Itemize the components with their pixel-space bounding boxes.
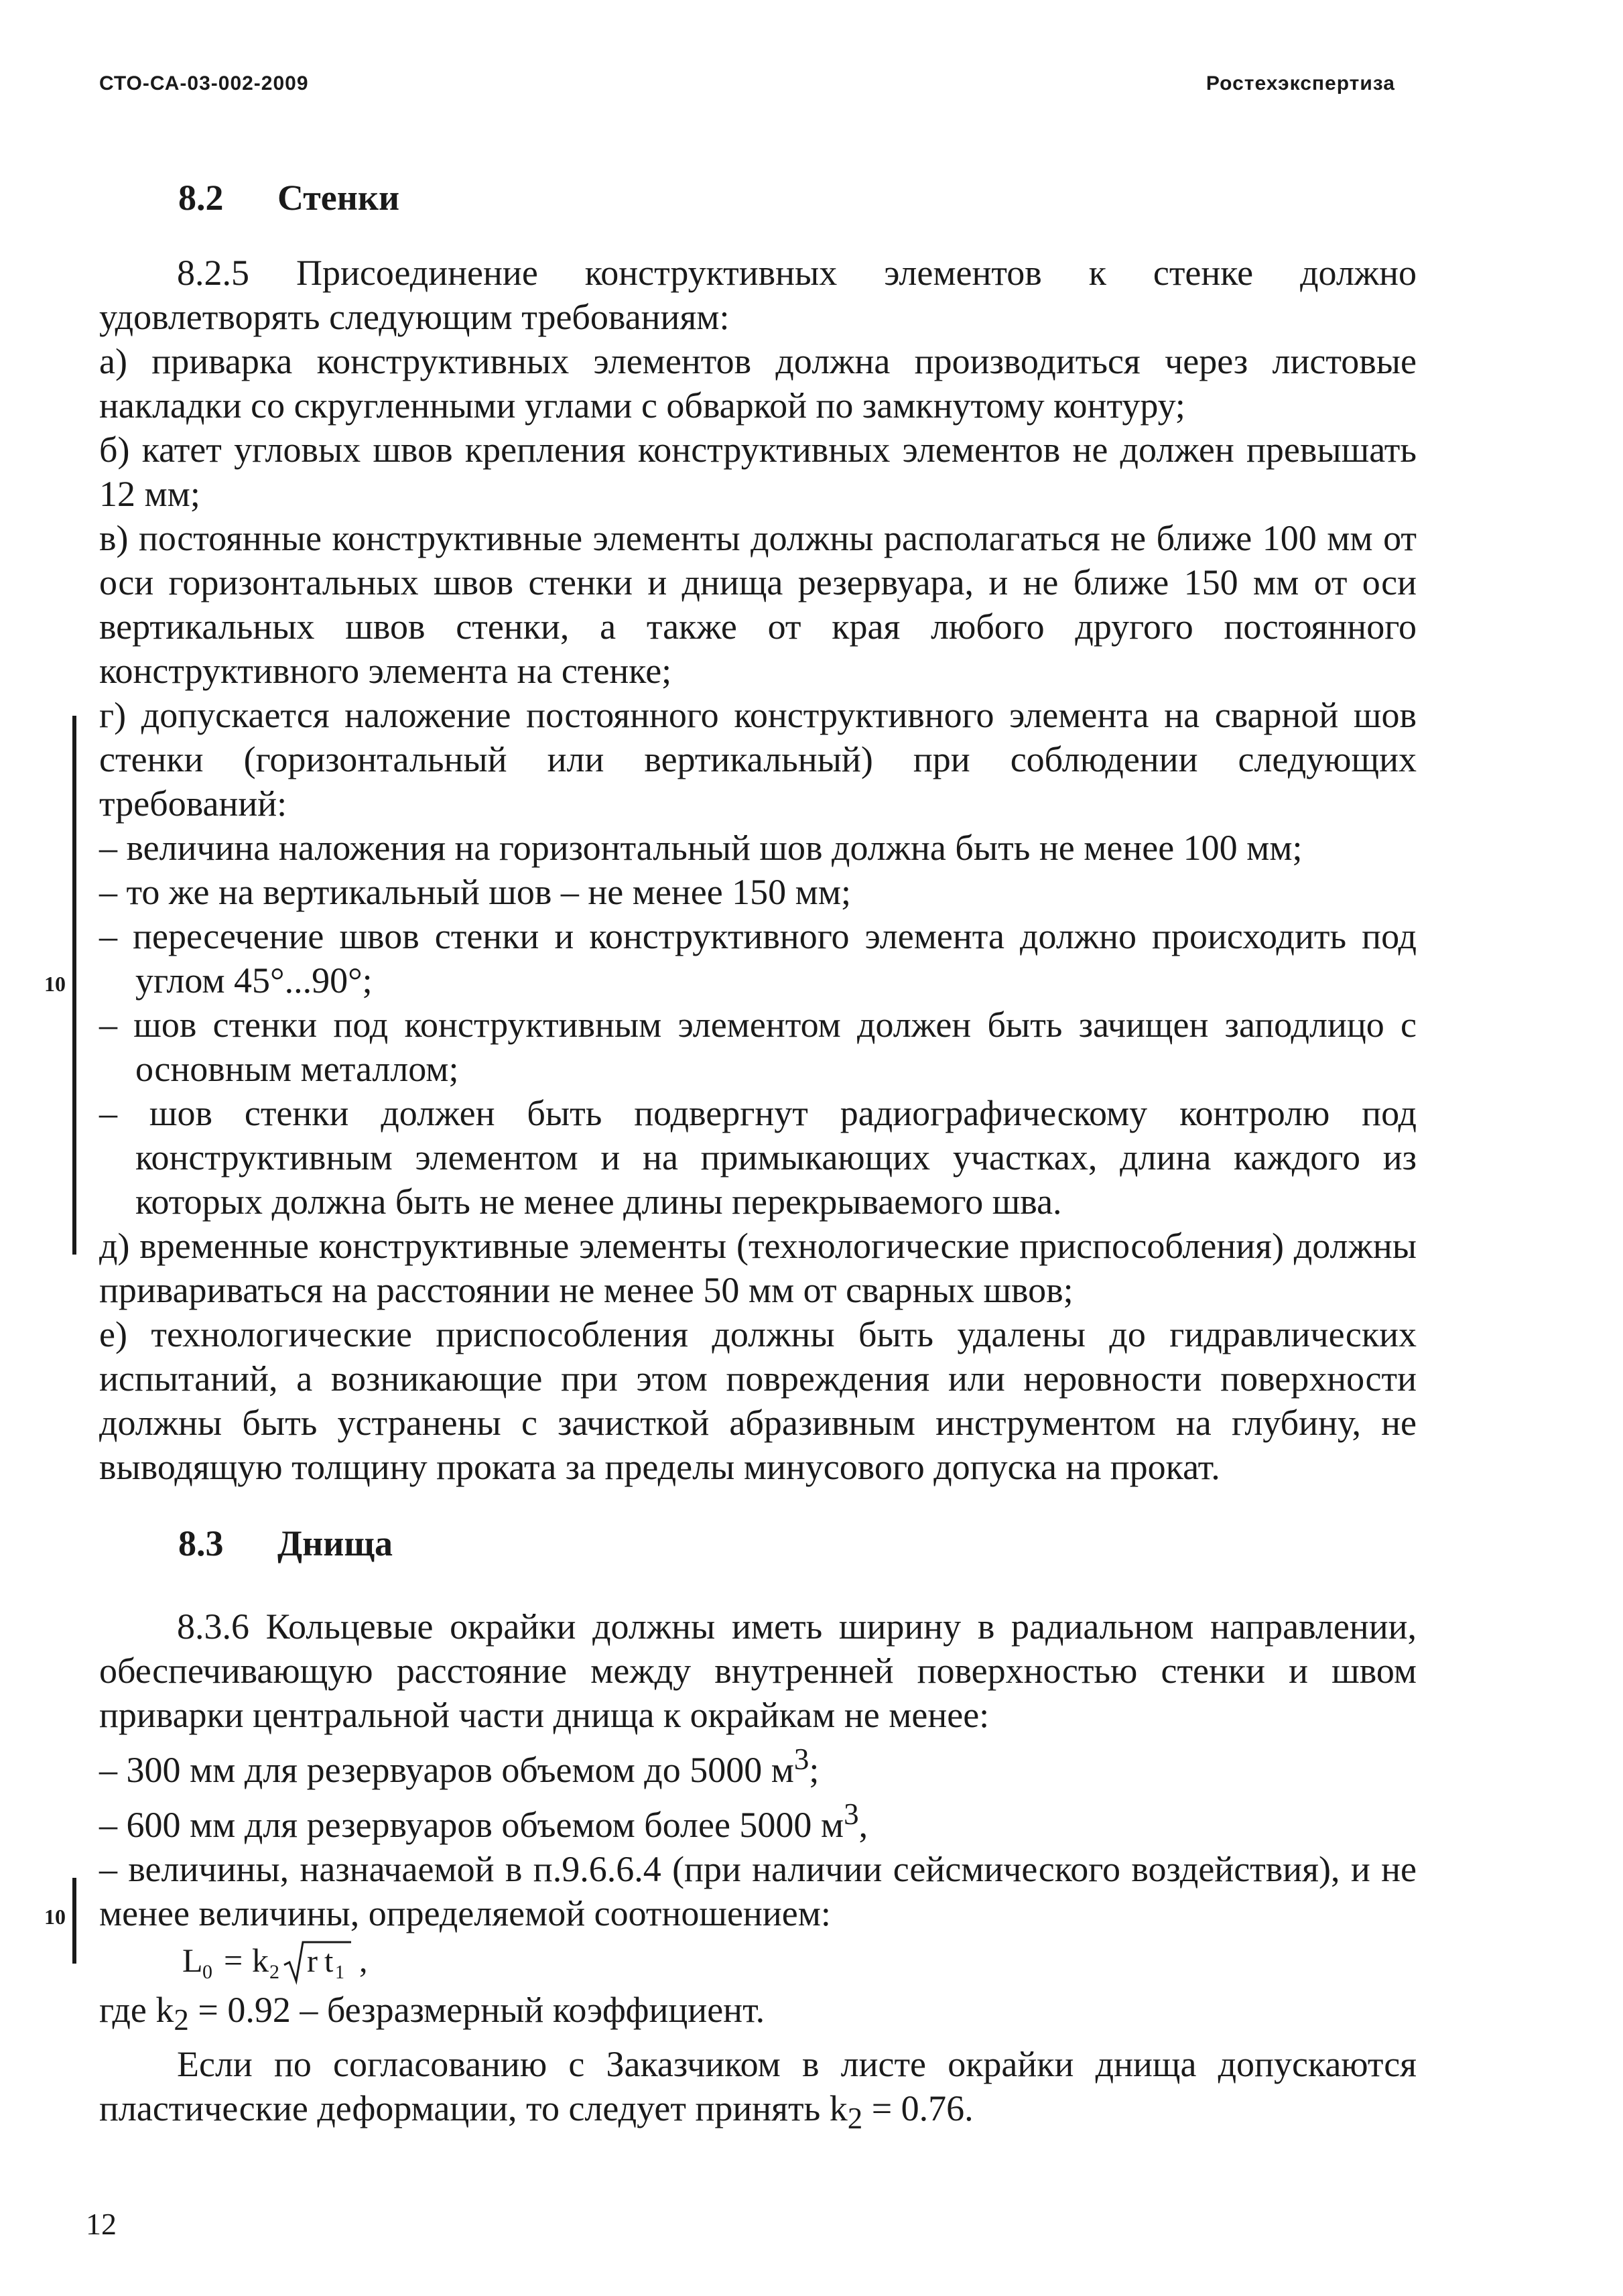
clause-item-a: а) приварка конструктивных элементов должна производиться через листовые накладки со скругленными углами с обваркой по замкнутому контуру; <box>99 341 1417 426</box>
clause-item-g: г) допускается наложение постоянного конструктивного элемента на сварной шов стенки (горизонтальный или вертикальный) при соблюдении следующих требований: <box>99 695 1417 824</box>
clause-item-b: б) катет угловых швов крепления конструктивных элементов не должен превышать 12 мм; <box>99 430 1417 514</box>
list-item: – 600 мм для резервуаров объемом более 5000 $м^3$, <box>99 1797 868 1845</box>
section-heading <box>99 176 1417 220</box>
clause-intro: 8.3.6 Кольцевые окрайки должны иметь ширину в радиальном направлении, обеспечивающую расстояние между внутренней поверхностью стенки и швом приварки центральной части днища к окрайкам не менее: <box>99 1606 1417 1735</box>
change-bar <box>72 1878 76 1964</box>
list-item: – величина наложения на горизонтальный шов должна быть не менее 100 мм; <box>99 828 1303 868</box>
list-item: – шов стенки должен быть подвергнут радиографическому контролю под конструктивным элементом и на примыкающих участках, длина каждого из которых должна быть не менее длины перекрываемого шва. <box>99 1093 1417 1222</box>
change-mark: 10 <box>44 1905 66 1929</box>
section-heading <box>99 1521 1417 1566</box>
list-item: – величины, назначаемой в п.9.6.6.4 (при наличии сейсмического воздействия), и не менее величины, определяемой соотношением: <box>99 1849 1417 1933</box>
formula-equals: = <box>224 1941 243 1979</box>
clause-item-v: в) постоянные конструктивные элементы должны располагаться не ближе 100 мм от оси горизонтальных швов стенки и днища резервуара, и не ближе 150 мм от оси вертикальных швов стенки, а также от края любого другого постоянного конструктивного элемента на стенке; <box>99 518 1417 691</box>
list-item: – шов стенки под конструктивным элементом должен быть зачищен заподлицо с основным металлом; <box>99 1005 1417 1089</box>
formula-t: t <box>324 1943 334 1979</box>
formula-L: L <box>182 1941 203 1979</box>
superscript: 3 <box>793 1742 809 1776</box>
superscript: 3 <box>844 1797 859 1831</box>
agreement-paragraph: Если по согласованию с Заказчиком в листе окрайки днища допускаются пластические деформации, то следует принять $k_2 = 0.76$. <box>99 2043 1417 2135</box>
section-number: 8.2 <box>178 178 224 218</box>
change-mark: 10 <box>44 972 66 996</box>
clause-intro: 8.2.5 Присоединение конструктивных элементов к стенке должно удовлетворять следующим требованиям: <box>99 251 1417 339</box>
clause-item-d: д) временные конструктивные элементы (технологические приспособления) должны привариваться на расстоянии не менее 50 мм от сварных швов; <box>99 1226 1417 1310</box>
list-item: – 300 мм для резервуаров объемом до 5000 $м^3$; <box>99 1742 820 1790</box>
formula-r: r <box>307 1943 318 1979</box>
formula-comma: , <box>359 1941 368 1979</box>
clause-number: 8.2.5 <box>177 253 249 293</box>
list-item: – то же на вертикальный шов – не менее 150 мм; <box>99 872 852 912</box>
section-title: Стенки <box>277 178 400 218</box>
page-number: 12 <box>86 2207 117 2241</box>
formula-k-sub: 2 <box>269 1961 279 1983</box>
organization-name: Ростехэкспертиза <box>1206 72 1395 94</box>
change-bar <box>72 716 76 1255</box>
section-title: Днища <box>277 1523 393 1564</box>
formula-graphic <box>182 1935 424 1988</box>
section-number: 8.3 <box>178 1523 224 1564</box>
formula-k: k <box>252 1941 269 1979</box>
formula <box>99 1935 1417 1988</box>
list-item: – пересечение швов стенки и конструктивного элемента должно происходить под углом 45°...90°; <box>99 916 1417 1001</box>
where-line: где $k_2 = 0.92$ – безразмерный коэффициент. <box>99 1990 765 2037</box>
formula-t-sub: 1 <box>335 1962 344 1983</box>
page-content <box>99 176 1417 2141</box>
doc-code: СТО-СА-03-002-2009 <box>99 72 309 94</box>
clause-item-e: е) технологические приспособления должны быть удалены до гидравлических испытаний, а возникающие при этом повреждения или неровности поверхности должны быть устранены с зачисткой абразивным инструментом на глубину, не выводящую толщину проката за пределы минусового допуска на прокат. <box>99 1314 1417 1487</box>
formula-L-sub: 0 <box>202 1961 212 1983</box>
